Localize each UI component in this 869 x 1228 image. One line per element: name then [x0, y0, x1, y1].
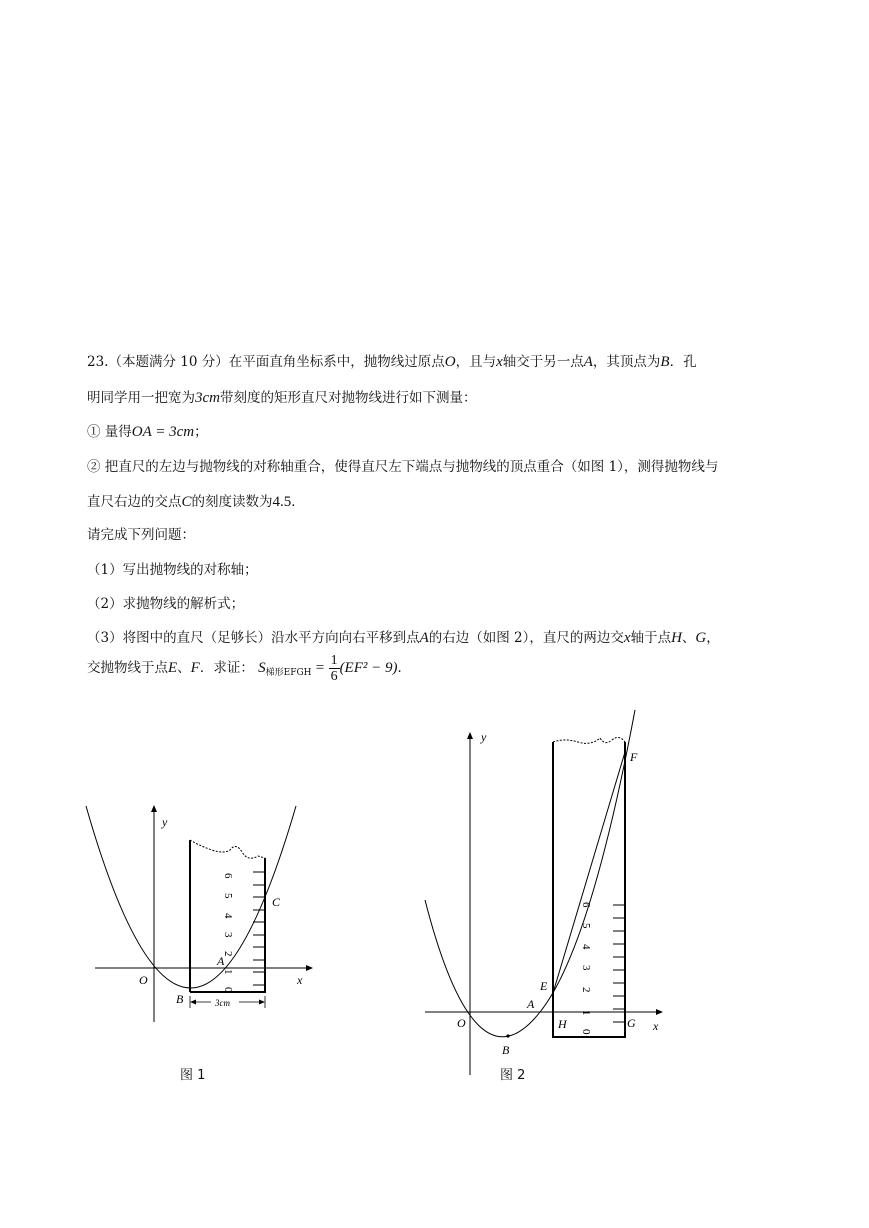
fig2-label-e: E	[540, 979, 548, 993]
question-3	[87, 626, 720, 647]
point-a: A	[583, 354, 593, 370]
text: 直尺右边的交点	[87, 494, 182, 510]
fig1-ruler-number: 5	[222, 893, 234, 899]
fig2-label-o: O	[457, 1016, 466, 1030]
text: 明同学用一把宽为	[87, 390, 195, 406]
denominator: 6	[330, 669, 338, 684]
question-2: （2）求抛物线的解析式；	[87, 596, 245, 612]
figure-1	[80, 795, 330, 1035]
text: 的刻度读数为	[191, 494, 273, 510]
text: 交抛物线于点	[87, 660, 168, 676]
text: ，	[706, 630, 720, 646]
fig2-ruler-number: 0	[580, 1029, 592, 1035]
fig2-label-g: G	[627, 1016, 636, 1030]
area-symbol: S	[258, 660, 266, 676]
fig1-ruler-number: 1	[222, 969, 234, 975]
question-1: （1）写出抛物线的对称轴；	[87, 562, 258, 578]
text: ；	[194, 424, 208, 440]
fig1-ruler-break	[190, 840, 265, 858]
fig2-ruler-ticks	[613, 905, 625, 1022]
figure-2	[420, 705, 680, 1080]
var-x: x	[623, 630, 631, 646]
fig1-ruler-number: 3	[222, 932, 234, 938]
expression: (EF² − 9)	[339, 660, 398, 676]
point-f: F	[190, 660, 200, 676]
fig2-label-f: F	[630, 750, 638, 764]
fig2-label-h: H	[558, 1017, 567, 1031]
fig2-ruler-number: 6	[580, 902, 592, 908]
fig2-ruler-number: 5	[580, 923, 592, 929]
fig1-width-label: 3cm	[215, 998, 230, 1008]
fig1-label-o: O	[139, 973, 148, 987]
fig2-ruler-number: 1	[580, 1010, 592, 1016]
fig2-parabola	[425, 710, 635, 1037]
text: ．孔	[669, 354, 697, 370]
fig2-ruler-number: 2	[580, 987, 592, 993]
problem-line-2	[87, 386, 477, 407]
figure-1-caption: 图 1	[180, 1068, 206, 1083]
reading-value: 4.5	[272, 494, 292, 510]
fig1-label-b: B	[176, 992, 184, 1006]
text: 轴交于另一点	[502, 354, 584, 370]
fig2-ruler-break	[553, 737, 625, 743]
fig1-ruler-numbers	[222, 873, 234, 993]
point-g: G	[695, 630, 707, 646]
fig1-label-c: C	[272, 895, 281, 909]
fig1-ruler-number: 4	[222, 913, 234, 919]
fig2-ruler-number: 3	[580, 965, 592, 971]
fraction-one-sixth	[329, 653, 340, 684]
text: （3）将图中的直尺（足够长）沿水平方向向右平移到点	[87, 630, 420, 646]
area-subscript: 梯形EFGH	[265, 668, 312, 678]
point-e: E	[168, 660, 178, 676]
equals-sign: =	[315, 660, 325, 676]
text: 、	[177, 660, 191, 676]
point-o: O	[444, 354, 456, 370]
text: 、	[681, 630, 696, 646]
fig1-label-x: x	[297, 973, 303, 987]
fig1-ruler-number: 0	[222, 987, 234, 993]
fig1-ruler-number: 2	[222, 951, 234, 957]
fig2-ruler-numbers	[580, 902, 592, 1035]
fig2-ruler-number: 4	[580, 944, 592, 950]
problem-line-5	[87, 490, 305, 511]
fig2-label-x: x	[653, 1019, 659, 1033]
text: ．	[397, 660, 411, 676]
point-h: H	[671, 630, 682, 646]
var-x: x	[496, 354, 503, 370]
text: ，其顶点为	[592, 354, 661, 370]
figure-2-caption: 图 2	[500, 1068, 526, 1083]
problem-line-1	[87, 350, 697, 371]
text: 23.（本题满分 10 分）在平面直角坐标系中，抛物线过原点	[87, 354, 445, 370]
text: ．求证：	[199, 660, 254, 676]
problem-line-3	[87, 420, 208, 441]
text: 轴于点	[630, 630, 672, 646]
fig2-label-b: B	[502, 1043, 510, 1057]
point-b: B	[660, 354, 670, 370]
fig2-vertex-point	[506, 1034, 509, 1037]
numerator: 1	[330, 653, 338, 668]
text: ① 量得	[87, 424, 132, 440]
point-c: C	[181, 494, 192, 510]
text: 带刻度的矩形直尺对抛物线进行如下测量：	[220, 390, 477, 406]
question-3-cont	[87, 653, 411, 684]
point-a: A	[419, 630, 429, 646]
ruler-width: 3cm	[195, 390, 220, 406]
fig1-ruler-number: 6	[222, 873, 234, 879]
text: ，且与	[455, 354, 497, 370]
equation-oa: OA = 3cm	[131, 424, 195, 440]
problem-line-6: 请完成下列问题：	[87, 527, 195, 543]
text: 的右边（如图 2），直尺的两边交	[428, 630, 624, 646]
fig2-label-y: y	[481, 730, 487, 744]
fig1-label-a: A	[217, 954, 225, 968]
text: ．	[291, 494, 305, 510]
fig2-ruler	[553, 742, 625, 1037]
fig2-label-a: A	[527, 997, 535, 1011]
problem-line-4: ② 把直尺的左边与抛物线的对称轴重合，使得直尺左下端点与抛物线的顶点重合（如图 1），测得抛物线与	[87, 459, 719, 475]
fig1-label-y: y	[162, 815, 168, 829]
